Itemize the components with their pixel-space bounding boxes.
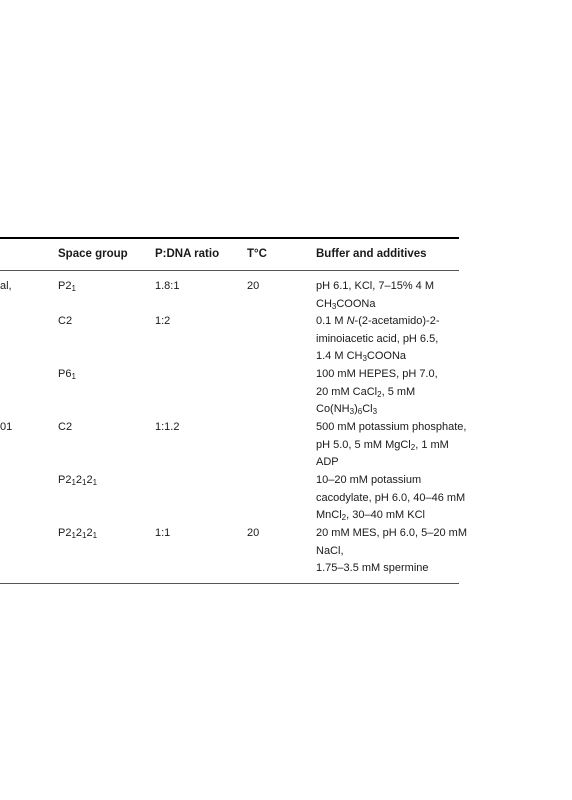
row6-ratio: 1:1 — [155, 527, 171, 539]
row6-space-group: $P2_12_12_1$ — [58, 527, 98, 540]
row2-ratio: 1:2 — [155, 315, 171, 327]
row5-buffer: 10–20 mM potassium cacodylate, pH 6.0, 40–46 mM MnCl$_2$, 30–40 mM KCl — [316, 474, 466, 522]
header-buffer: Buffer and additives — [316, 248, 427, 260]
row4-space-group: C2 — [58, 421, 73, 433]
row3-buffer: 100 mM HEPES, pH 7.0, 20 mM CaCl$_2$, 5 mM $Co(NH_3)_6Cl_3$ — [316, 368, 438, 416]
row1-space-group: $P2_1$ — [58, 280, 76, 293]
row6-buffer: 20 mM MES, pH 6.0, 5–20 mM NaCl, 1.75–3.5 mM spermine — [316, 527, 467, 574]
table-top-rule — [0, 237, 459, 239]
header-space-group: Space group — [58, 248, 128, 260]
table-bottom-rule — [0, 583, 459, 584]
row1-temperature: 20 — [247, 280, 260, 292]
header-ratio: P:DNA ratio — [155, 248, 220, 260]
row4-truncated-cell: 01 — [0, 421, 13, 433]
header-temperature: T°C — [247, 248, 267, 260]
row1-ratio: 1.8:1 — [155, 280, 180, 292]
row4-buffer: 500 mM potassium phosphate, pH 5.0, 5 mM MgCl$_2$, 1 mM ADP — [316, 421, 467, 468]
row1-truncated-cell: al, — [0, 280, 12, 292]
row1-buffer: pH 6.1, KCl, 7–15% 4 M $CH_3COONa$ — [316, 280, 435, 311]
row2-buffer: 0.1 M N-(2-acetamido)-2- iminoiacetic acid, pH 6.5, 1.4 M $CH_3COONa$ — [316, 315, 440, 363]
row4-ratio: 1:1.2 — [155, 421, 180, 433]
row5-space-group: $P2_12_12_1$ — [58, 474, 98, 487]
row6-temperature: 20 — [247, 527, 260, 539]
row2-space-group: C2 — [58, 315, 73, 327]
table-header-rule — [0, 270, 459, 271]
row3-space-group: $P6_1$ — [58, 368, 76, 381]
